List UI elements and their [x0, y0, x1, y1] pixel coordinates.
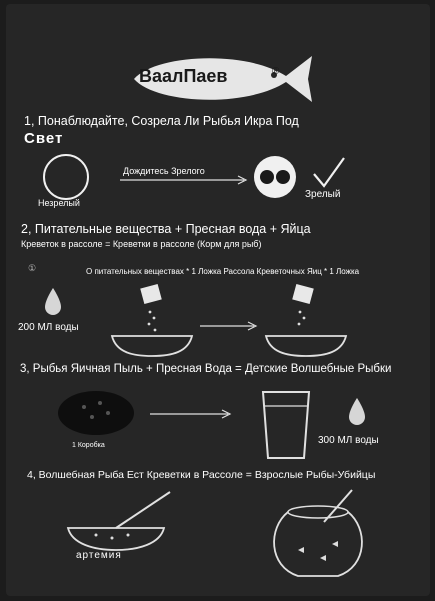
egg-ripe-icon	[252, 154, 298, 200]
label-unripe: Незрелый	[38, 198, 80, 208]
step4-bowl-label: артемия	[76, 550, 122, 561]
fishbowl-icon	[268, 488, 368, 580]
check-icon	[310, 156, 350, 192]
step2-subtitle: Креветок в рассоле = Креветки в рассоле (Корм для рыб)	[21, 239, 262, 249]
water-drop-icon	[346, 396, 368, 428]
step2-title: 2, Питательные вещества + Пресная вода + Яйца	[21, 222, 311, 236]
step3-title: 3, Рыбья Яичная Пыль + Пресная Вода = Детские Волшебные Рыбки	[20, 363, 392, 375]
step2-note: О питательных веществах * 1 Ложка Рассола Креветочных Яиц * 1 Ложка	[86, 267, 360, 276]
egg-dust-oval-icon	[56, 389, 136, 437]
step2-water-label: 200 МЛ воды	[18, 322, 79, 333]
logo-text: ВаалПаев	[139, 66, 228, 86]
bowl-icon	[110, 332, 194, 358]
label-wait: Дождитесь Зрелого	[123, 166, 205, 176]
step3-water-label: 300 МЛ воды	[318, 435, 379, 446]
instruction-sheet	[6, 4, 430, 596]
water-drop-icon	[42, 286, 64, 318]
egg-unripe-icon	[41, 152, 91, 202]
glass-icon	[260, 388, 312, 462]
arrow-right-icon	[198, 321, 260, 331]
arrow-right-icon	[118, 175, 250, 185]
step1-title-line1: 1, Понаблюдайте, Созрела Ли Рыбья Икра Под	[24, 114, 299, 128]
feeding-bowl-icon	[66, 488, 178, 552]
bowl-icon	[264, 332, 348, 358]
step4-title: 4, Волшебная Рыба Ест Креветки в Рассоле = Взрослые Рыбы-Убийцы	[27, 469, 376, 481]
step3-box-label: 1 Коробка	[72, 442, 105, 449]
label-ripe: Зрелый	[305, 189, 341, 200]
step2-marker: ①	[28, 263, 37, 273]
step1-title-line2: Свет	[24, 130, 64, 147]
arrow-right-icon	[148, 409, 234, 419]
registered-mark: ®	[272, 66, 280, 77]
